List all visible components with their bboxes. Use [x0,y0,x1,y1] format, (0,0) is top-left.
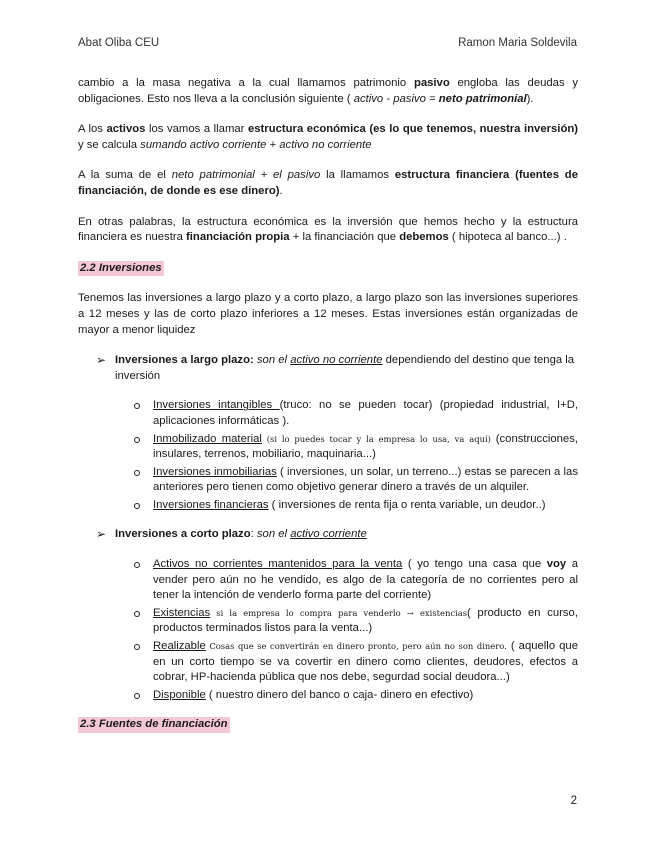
arrow-bullet-icon: ➢ [96,527,107,542]
list-item: Disponible ( nuestro dinero del banco o caja- dinero en efectivo) [115,688,578,704]
header-left: Abat Oliba CEU [78,37,160,49]
circle-bullet-icon [134,693,140,699]
list-item-corto-plazo: ➢ Inversiones a corto plazo: son el activo corriente Activos no corrientes mantenidos para la venta ( yo tengo una casa que voy a vender pero aún no he vendido, es algo de la categoría de no corrientes pero al tener la intención de venderlo forma parte del corriente) Existencias si la empresa lo compra para venderlo → existencias( producto en curso, productos terminados listos para la venta...) Realizable Cosas que se convertirán en dinero pronto, pero aún no son dinero. ( aquello que en un corto tiempo se va covertir en dinero como clientes, deudores, efectos a cobrar, HP-hacienda pública que nos debe, segurdad social deudora...) Disponible ( nuestro dinero del banco o caja- dinero en efectivo) [78,527,578,703]
circle-bullet-icon [134,644,140,650]
list-item: Realizable Cosas que se convertirán en dinero pronto, pero aún no son dinero. ( aquello que en un corto tiempo se va covertir en dinero como clientes, deudores, efectos a cobrar, HP-hacienda pública que nos debe, segurdad social deudora...) [115,639,578,686]
paragraph-pasivo: cambio a la masa negativa a la cual llamamos patrimonio pasivo engloba las deudas y obligaciones. Esto nos lleva a la conclusión siguiente ( activo - pasivo = neto patrimonial). [78,77,578,105]
section-heading-fuentes: 2.3 Fuentes de financiación [78,717,230,733]
circle-bullet-icon [134,611,140,617]
corto-plazo-sublist [115,557,578,703]
circle-bullet-icon [134,470,140,476]
section-heading-inversiones: 2.2 Inversiones [78,261,164,277]
circle-bullet-icon [134,437,140,443]
largo-plazo-sublist [115,398,578,513]
page-number: 2 [570,795,577,807]
paragraph-otras-palabras: En otras palabras, la estructura económica es la inversión que hemos hecho y la estructura financiera es nuestra financiación propia + la financiación que debemos ( hipoteca al banco...) . [78,215,578,244]
arrow-bullet-icon: ➢ [96,353,107,368]
investment-list [78,353,578,703]
list-item: Inmobilizado material (si lo puedes tocar y la empresa lo usa, va aquí) (construcciones, insulares, terrenos, mobiliario, maquinaria...) [115,432,578,463]
document-body [78,76,578,748]
circle-bullet-icon [134,503,140,509]
circle-bullet-icon [134,403,140,409]
circle-bullet-icon [134,562,140,568]
paragraph-inversiones: Tenemos las inversiones a largo plazo y a corto plazo, a largo plazo son las inversiones superiores a 12 meses y las de corto plazo inferiores a 12 meses. Estas inversiones están organizadas de mayor a menor liquidez [78,292,578,336]
list-item: Inversiones inmobiliarias ( inversiones, un solar, un terreno...) estas se parecen a las anteriores pero tienen como objetivo generar dinero a través de un alquiler. [115,465,578,496]
list-item: Existencias si la empresa lo compra para venderlo → existencias( producto en curso, productos terminados listos para la venta...) [115,606,578,637]
header-right: Ramon Maria Soldevila [458,37,577,49]
paragraph-estructura-financiera: A la suma de el neto patrimonial + el pasivo la llamamos estructura financiera (fuentes de financiación, de donde es ese dinero). [78,169,578,197]
paragraph-activos: A los activos los vamos a llamar estructura económica (es lo que tenemos, nuestra inversión) y se calcula sumando activo corriente + activo no corriente [78,123,579,151]
list-item-largo-plazo: ➢ Inversiones a largo plazo: son el activo no corriente dependiendo del destino que tenga la inversión Inversiones intangibles (truco: no se pueden tocar) (propiedad industrial, I+D, aplicaciones informáticas ). Inmobilizado material (si lo puedes tocar y la empresa lo usa, va aquí) (construcciones, insulares, terrenos, mobiliario, maquinaria...) Inversiones inmobiliarias ( inversiones, un solar, un terreno...) estas se parecen a las anteriores pero tienen como objetivo generar dinero a través de un alquiler. Inversiones financieras ( inversiones de renta fija o renta variable, un deudor..) [78,353,578,513]
list-item: Inversiones intangibles (truco: no se pueden tocar) (propiedad industrial, I+D, aplicaciones informáticas ). [115,398,578,429]
list-item: Inversiones financieras ( inversiones de renta fija o renta variable, un deudor..) [115,498,578,514]
list-item: Activos no corrientes mantenidos para la venta ( yo tengo una casa que voy a vender pero aún no he vendido, es algo de la categoría de no corrientes pero al tener la intención de venderlo forma parte del corriente) [115,557,578,604]
